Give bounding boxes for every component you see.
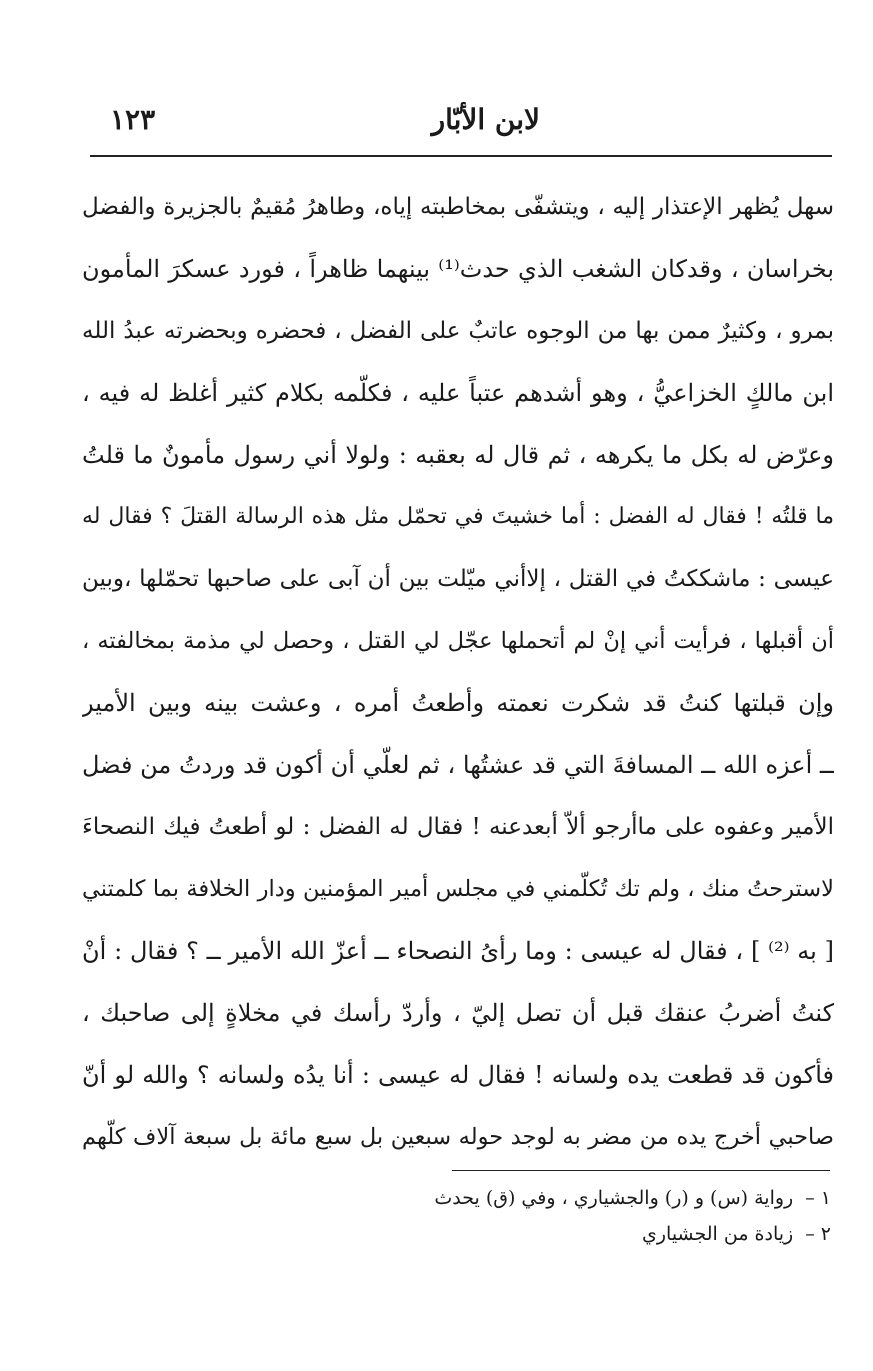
text-line: أن أقبلها ، فرأيت أني إنْ لم أتحملها عجّل لي القتل ، وحصل لي مذمة بمخالفته ،: [82, 628, 834, 654]
footnote-item: [311, 1180, 831, 1216]
text-line: ما قلتُه ! فقال له الفضل : أما خشيتَ في تحمّل مثل هذه الرسالة القتلَ ؟ فقال له: [82, 504, 834, 529]
text-line: لاسترحتُ منك ، ولم تك تُكلّمني في مجلس أمير المؤمنين ودار الخلافة بما كلمتني: [82, 876, 834, 902]
text-line: وإن قبلتها كنتُ قد شكرت نعمته وأطعتُ أمره ، وعشت بينه وبين الأمير: [82, 689, 834, 717]
text-line: ابن مالكٍ الخزاعيُّ ، وهو أشدهم عتباً عليه ، فكلّمه بكلام كثير أغلظ له فيه ،: [82, 379, 834, 407]
footnote-item: [311, 1216, 831, 1252]
footnote-text: رواية (س) و (ر) والجشياري ، وفي (ق) يحدث: [434, 1187, 794, 1209]
footnote-number: ٢ –: [805, 1223, 831, 1245]
footnote-number: ١ –: [805, 1187, 831, 1209]
running-title: لابن الأبّار: [431, 103, 540, 136]
footnote-divider: [452, 1170, 830, 1171]
text-line: صاحبي أخرج يده من مضر به لوجد حوله سبعين بل سبع مائة بل سبعة آلاف كلّهم: [82, 1124, 834, 1150]
text-line: ــ أعزه الله ــ المسافةَ التي قد عشتُها ، ثم لعلّي أن أكون قد وردتُ من فضل: [82, 751, 834, 779]
page-number: ١٢٣: [110, 103, 156, 136]
page-header: [90, 100, 830, 150]
text-line: عيسى : ماشككتُ في القتل ، إلاأني ميّلت بين أن آبى على صاحبها تحمّلها ،وبين: [82, 566, 834, 592]
text-line: كنتُ أضربُ عنقك قبل أن تصل إليّ ، وأردّ رأسك في مخلاةٍ إلى صاحبك ،: [82, 999, 834, 1027]
main-text: [82, 176, 834, 1168]
text-line: فأكون قد قطعت يده ولسانه ! فقال له عيسى : أنا يدُه ولسانه ؟ والله لو أنّ: [82, 1061, 834, 1089]
footnote-text: زيادة من الجشياري: [641, 1223, 794, 1245]
text-line: وعرّض له بكل ما يكرهه ، ثم قال له بعقبه : ولولا أني رسول مأمونٌ ما قلتُ: [82, 441, 834, 469]
text-line: بخراسان ، وقدكان الشغب الذي حدث⁽¹⁾ بينهما ظاهراً ، فورد عسكرَ المأمون: [82, 255, 834, 283]
text-line: سهل يُظهر الإعتذار إليه ، ويتشفّى بمخاطبته إياه، وطاهرُ مُقيمٌ بالجزيرة والفضل: [82, 194, 834, 220]
text-line: بمرو ، وكثيرٌ ممن بها من الوجوه عاتبٌ على الفضل ، فحضره وبحضرته عبدُ الله: [82, 318, 834, 344]
header-divider: [90, 155, 832, 157]
footnotes: [311, 1180, 831, 1252]
text-line: الأمير وعفوه على ماأرجو ألاّ أبعدعنه ! فقال له الفضل : لو أطعتُ فيك النصحاءَ: [82, 814, 834, 840]
text-line: [ به ⁽²⁾ ] ، فقال له عيسى : وما رأىُ النصحاء ــ أعزّ الله الأمير ــ ؟ فقال : أنْ: [82, 937, 834, 965]
